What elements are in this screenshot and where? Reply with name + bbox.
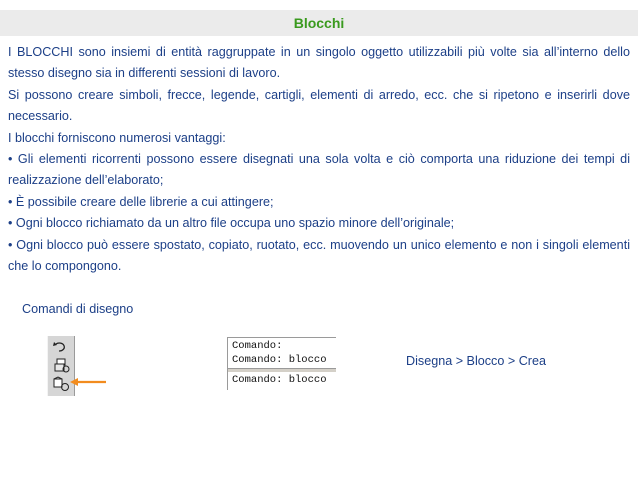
paragraph-advantages: I blocchi forniscono numerosi vantaggi: <box>8 130 226 145</box>
section-label: Comandi di disegno <box>22 302 134 316</box>
paragraph-uses: Si possono creare simboli, frecce, legende, cartigli, elementi di arredo, ecc. che si ripetono e inserirli dove necessario. <box>8 87 630 124</box>
page-title: Blocchi <box>293 15 345 31</box>
draw-toolbar <box>47 336 75 396</box>
title-bar <box>0 10 638 36</box>
command-separator <box>228 368 336 372</box>
make-block-button[interactable] <box>51 357 71 373</box>
create-block-button[interactable] <box>51 376 71 392</box>
command-line: Comando: <box>232 340 283 352</box>
menu-path: Disegna > Blocco > Crea <box>406 354 547 368</box>
bullet-item: • Ogni blocco può essere spostato, copiato, ruotato, ecc. muovendo un unico elemento e non i singoli elementi che lo compongono. <box>8 237 630 274</box>
command-input[interactable]: Comando: blocco <box>232 374 327 386</box>
body-text <box>8 42 630 277</box>
insert-block-icon <box>51 339 71 355</box>
bullet-item: • Gli elementi ricorrenti possono essere disegnati una sola volta e ciò comporta una riduzione dei tempi di realizzazione dell’elaborato; <box>8 152 630 188</box>
paragraph-intro: I BLOCCHI sono insiemi di entità raggruppate in un singolo oggetto utilizzabili più volte sia all’interno dello stesso disegno sia in differenti sessioni di lavoro. <box>8 45 630 81</box>
create-block-icon <box>51 376 71 392</box>
insert-block-button[interactable] <box>51 339 71 355</box>
command-line: Comando: blocco <box>232 354 327 366</box>
command-window[interactable] <box>227 337 336 390</box>
pointer-arrow-icon <box>70 377 106 387</box>
make-block-icon <box>51 357 71 373</box>
bullet-item: • È possibile creare delle librerie a cui attingere; <box>8 194 274 209</box>
bullet-item: • Ogni blocco richiamato da un altro file occupa uno spazio minore dell’originale; <box>8 216 455 231</box>
